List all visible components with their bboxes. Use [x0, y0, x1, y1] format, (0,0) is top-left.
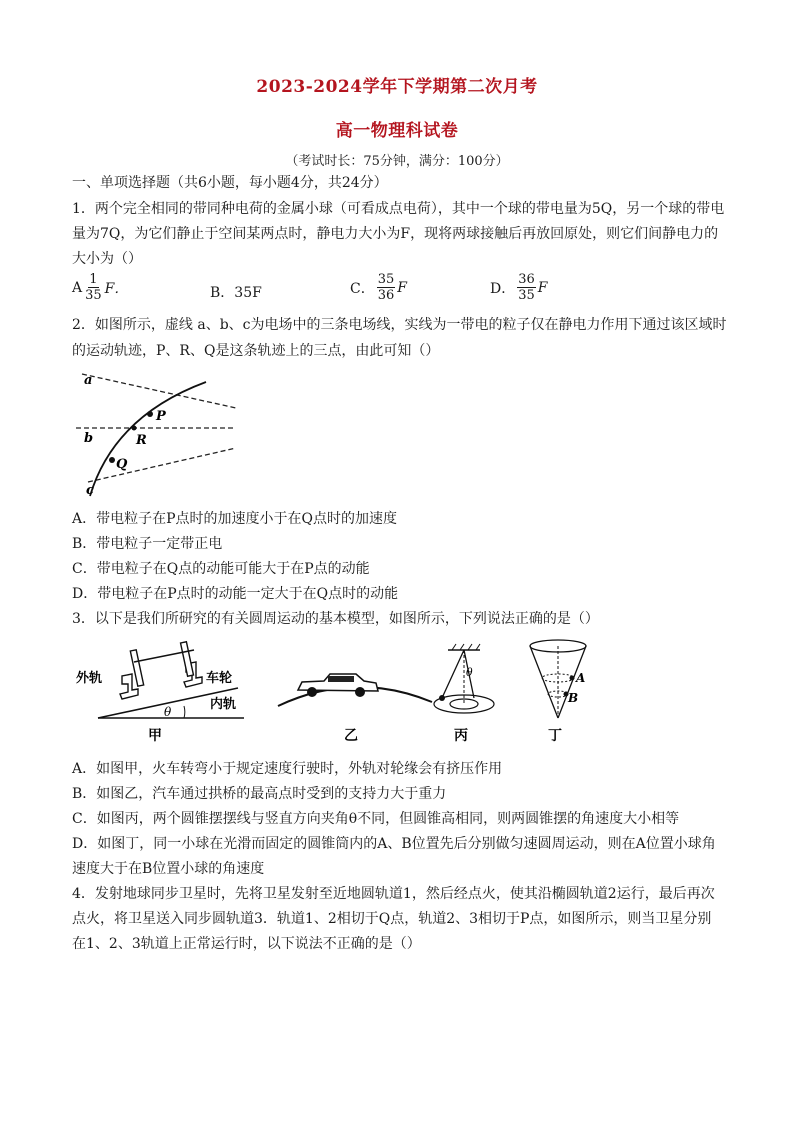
bing-caption: 丙: [454, 728, 468, 744]
q1-option-a-fraction: [84, 272, 103, 303]
q1-option-c-denominator: 36: [377, 288, 395, 303]
bing-hatch-1: [452, 644, 456, 650]
q1-option-a-tail: F．: [104, 280, 129, 297]
ding-ball-a: [570, 676, 575, 681]
q1-option-d-tail: F: [537, 279, 548, 296]
figure-yi: [278, 674, 432, 744]
q1-option-a-label: A: [72, 279, 83, 296]
yi-car-window: [328, 676, 354, 682]
bing-hatch-2: [460, 644, 464, 650]
yi-wheel-rear: [355, 687, 365, 697]
q1-option-b-text: B．35F: [210, 285, 262, 301]
q1-option-d-label: D．: [490, 280, 516, 297]
q1-option-d-numerator: 36: [518, 272, 535, 287]
figure-bing: [434, 644, 494, 744]
q2-line2: 的运动轨迹，P、R、Q是这条轨迹上的三点，由此可知（）: [72, 343, 440, 359]
point-r-dot: [132, 426, 137, 431]
ding-label-a: A: [576, 671, 586, 685]
bing-label-theta: θ: [466, 666, 473, 679]
jia-label-inner-rail: 内轨: [210, 697, 237, 712]
q3-option-b: B．如图乙，汽车通过拱桥的最高点时受到的支持力大于重力: [72, 786, 447, 802]
q3-option-c: C．如图丙，两个圆锥摆摆线与竖直方向夹角θ不同，但圆锥高相同，则两圆锥摆的角速度大小相等: [72, 811, 680, 827]
q3-line1: 3．以下是我们所研究的有关圆周运动的基本模型，如图所示，下列说法正确的是（）: [72, 611, 599, 627]
label-c: c: [86, 483, 94, 498]
jia-axle-right: [181, 642, 194, 677]
q1-option-c-fraction: [377, 272, 396, 303]
jia-label-outer-rail: 外轨: [76, 671, 103, 686]
exam-info: （考试时长：75分钟，满分：100分）: [285, 154, 509, 169]
q2-field-line-figure: [74, 366, 244, 502]
ding-label-b: B: [568, 691, 579, 705]
jia-caption: 甲: [148, 728, 162, 744]
bing-hatch-4: [476, 644, 480, 650]
q2-line1: 2．如图所示，虚线 a、b、c为电场中的三条电场线，实线为一带电的粒子仅在静电力作用下通过该区域时: [72, 317, 727, 333]
bing-string-1: [442, 650, 464, 698]
q2-option-d: D．带电粒子在P点时的动能一定大于在Q点时的动能: [72, 586, 399, 602]
ding-caption: 丁: [548, 728, 562, 744]
label-p: P: [156, 409, 166, 424]
q1-option-d-denominator: 35: [518, 288, 535, 303]
q2-option-a: A．带电粒子在P点时的加速度小于在Q点时的加速度: [72, 511, 398, 527]
q2-option-b: B．带电粒子一定带正电: [72, 536, 223, 552]
yi-wheel-front: [307, 687, 317, 697]
jia-angle-arc: [184, 706, 185, 718]
point-q-dot: [109, 457, 115, 463]
q1-option-a-denominator: 35: [85, 288, 102, 303]
q3-option-d: D．如图丁，同一小球在光滑而固定的圆锥筒内的A、B位置先后分别做匀速圆周运动，则在A位置小球角: [72, 836, 716, 852]
bing-hatch-3: [468, 644, 472, 650]
bing-bob: [439, 695, 445, 701]
yi-caption: 乙: [344, 728, 358, 744]
q1-line2: 量为7Q，为它们静止于空间某两点时，静电力大小为F，现将两球接触后再放回原处，则它们间静电力的: [72, 226, 719, 242]
particle-trajectory: [90, 382, 206, 496]
point-p-dot: [147, 411, 153, 417]
q1-option-a-numerator: 1: [89, 272, 98, 287]
q2-option-c: C．带电粒子在Q点的动能可能大于在P点的动能: [72, 561, 370, 577]
q4-line1: 4．发射地球同步卫星时，先将卫星发射至近地圆轨道1，然后经点火，使其沿椭圆轨道2运行，最后再次: [72, 886, 715, 902]
q1-line1: 1．两个完全相同的带同种电荷的金属小球（可看成点电荷），其中一个球的带电量为5Q，另一个球的带电: [72, 201, 725, 217]
q1-option-c: [350, 272, 407, 303]
q4-line3: 在1、2、3轨道上正常运行时，以下说法不正确的是（）: [72, 936, 421, 952]
label-q: Q: [116, 457, 128, 472]
label-r: R: [136, 433, 147, 448]
q3-circular-motion-figure: [72, 636, 722, 748]
figure-ding: [530, 640, 586, 744]
exam-subtitle: 高一物理科试卷: [335, 121, 459, 141]
q3-option-d-cont: 速度大于在B位置小球的角速度: [72, 861, 265, 877]
exam-title: 2023-2024学年下学期第二次月考: [256, 77, 538, 97]
q1-option-a: [72, 272, 128, 303]
q1-option-c-numerator: 35: [377, 272, 395, 287]
label-b: b: [84, 431, 94, 446]
q1-option-c-label: C．: [350, 280, 375, 297]
q1-line3: 大小为（）: [72, 251, 142, 267]
label-a: a: [84, 373, 93, 388]
jia-label-wheel: 车轮: [206, 671, 233, 686]
figure-jia: [76, 642, 244, 744]
jia-label-theta: θ: [164, 705, 172, 719]
q1-option-c-tail: F: [397, 279, 407, 296]
q4-line2: 点火，将卫星送入同步圆轨道3．轨道1、2相切于Q点，轨道2、3相切于P点，如图所示，则当卫星分别: [72, 911, 712, 927]
q1-option-d-fraction: [517, 272, 536, 303]
section1-heading: 一、单项选择题（共6小题，每小题4分，共24分）: [72, 175, 388, 191]
q1-option-b: [210, 282, 262, 302]
field-line-a: [82, 374, 236, 408]
q3-option-a: A．如图甲，火车转弯小于规定速度行驶时，外轨对轮缘会有挤压作用: [72, 761, 503, 777]
q1-option-d: [490, 272, 548, 303]
